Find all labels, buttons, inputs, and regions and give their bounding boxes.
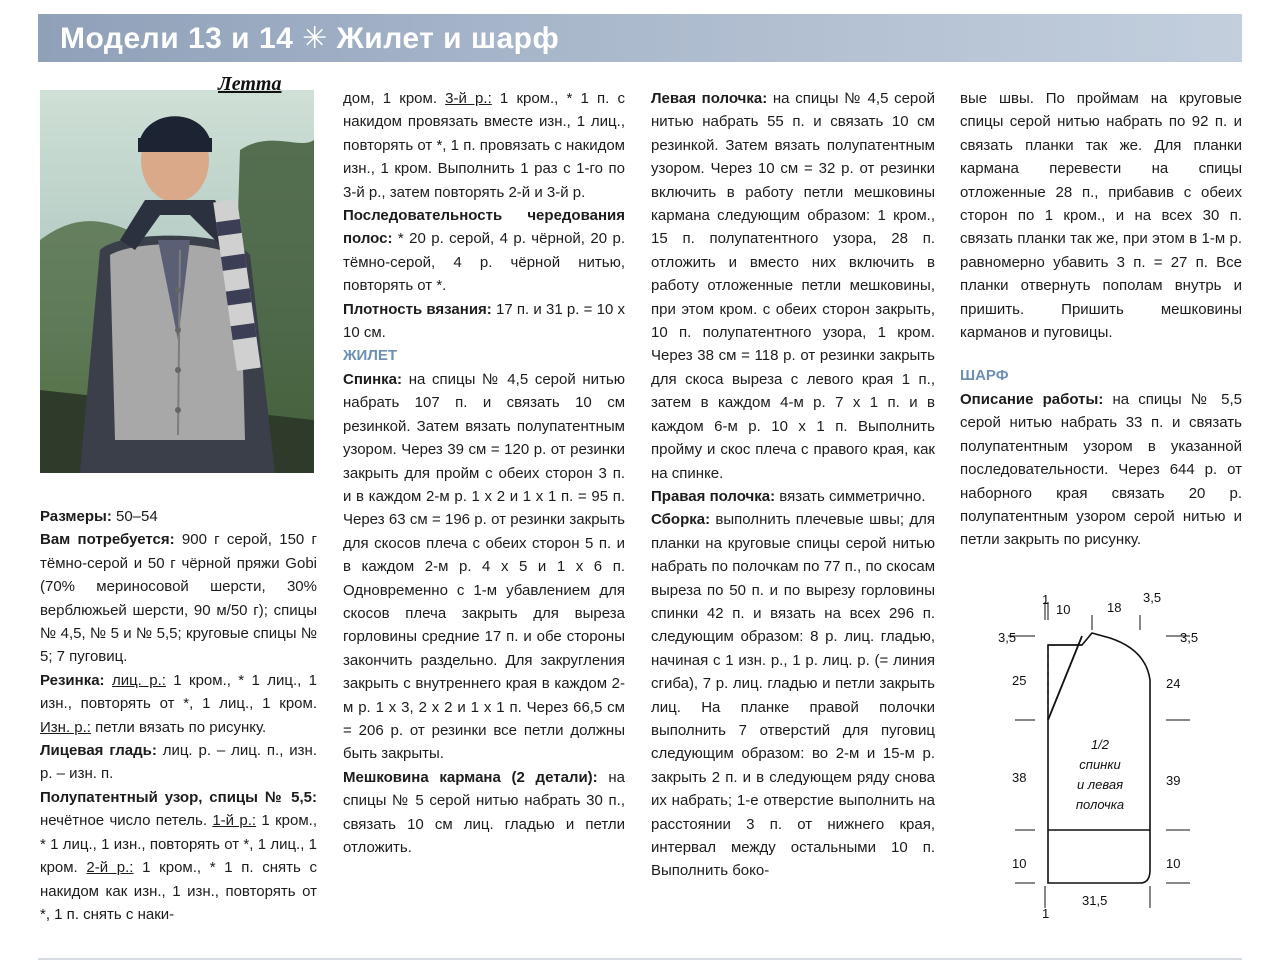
left-front-paragraph xyxy=(651,87,935,485)
dim-right-24: 24 xyxy=(1166,676,1181,691)
right-front-paragraph xyxy=(651,485,935,508)
stripes-value: * 20 р. серой, 4 р. чёрной, 20 р. тёмно-серой, 4 р. чёрной нитью, повторять от *. xyxy=(343,230,625,295)
half-fisherman-text: 1 кром., * 1 п. снять с накидом как изн., 1 изн., повторять от *, 1 п. снять с наки- xyxy=(40,859,317,923)
scarf-work-value: на спицы № 5,5 серой нитью набрать 33 п. и связать полупатентным узором в указанной последовательности. Через 644 р. от наборного края связать 20 р. полупатентным узором серой нитью и петли закрыть по рисунку. xyxy=(960,390,1242,549)
stripes-paragraph xyxy=(343,204,625,298)
scarf-paragraph xyxy=(960,388,1242,552)
right-front-label: Правая полочка: xyxy=(651,487,776,505)
sizes-paragraph xyxy=(40,505,317,528)
back-value: на спицы № 4,5 серой нитью набрать 107 п. и связать 10 см резинкой. Затем вязать полупатентным узором. Через 39 см = 120 р. от резинки закрыть для пройм с обеих сторон 3 п. и в каждом 2-м р. 1 х 2 и 1 х 1 п. = 95 п. Через 63 см = 196 р. от резинки закрыть для скосов плеча с обеих сторон 5 п. и в каждом 2-м р. 4 х 5 и 1 х 6 п. Одновременно с 1-м убавлением для скосов плеча закрыть для выреза горловины средние 17 п. и обе стороны закончить раздельно. Для закругления закрыть с внутреннего края в каждом 2-м р. 1 х 3, 2 х 2 и 1 х 1 п. Через 66,5 см = 206 р. от резинки все петли должны быть закрыты. xyxy=(343,370,625,763)
rib-label: Резинка: xyxy=(40,671,105,689)
half-fisherman-text: нечётное число петель. xyxy=(40,812,213,830)
row-label: 3-й р.: xyxy=(445,90,492,107)
rib-text: 1 кром., * 1 лиц., 1 изн., повторять от *, 1 лиц., 1 кром. xyxy=(40,671,317,713)
materials-paragraph xyxy=(40,528,317,668)
schematic-label-line1: 1/2 xyxy=(1090,737,1110,752)
pocket-label: Мешковина кармана (2 детали): xyxy=(343,768,598,786)
column-materials xyxy=(40,505,317,926)
pattern-text: дом, 1 кром. xyxy=(343,90,446,107)
assembly-paragraph xyxy=(651,508,935,883)
pattern-continuation xyxy=(343,87,625,204)
dim-top-1: 1 xyxy=(1042,592,1050,607)
dim-bottom-31-5: 31,5 xyxy=(1082,893,1108,908)
stripes-label: Последовательность чередования полос: xyxy=(343,207,625,248)
assembly-continuation: вые швы. По проймам на круговые спицы серой нитью набрать по 92 п. и связать планки так же. Для планки кармана перевести на спицы отложенные 28 п., прибавив с обеих сторон по 1 кром., и на всех 30 п. связать планки так же, при этом в 1-м р. равномерно убавить 3 п. = 27 п. Все планки отвернуть пополам внутрь и пришить. Пришить мешковины карманов и пуговицы. xyxy=(960,90,1242,342)
schematic-neck-slope xyxy=(1048,636,1082,720)
dim-top-18: 18 xyxy=(1107,600,1122,615)
model-photo xyxy=(40,90,314,473)
bottom-divider xyxy=(38,958,1242,960)
stockinette-label: Лицевая гладь: xyxy=(40,742,157,760)
pocket-paragraph xyxy=(343,766,625,860)
schematic-label-line4: полочка xyxy=(1075,797,1125,812)
gauge-label: Плотность вязания: xyxy=(343,300,492,318)
row-label: 2-й р.: xyxy=(86,859,134,877)
sizes-label: Размеры: xyxy=(40,508,112,525)
scarf-work-label: Описание работы: xyxy=(960,390,1104,408)
scarf-heading: ШАРФ xyxy=(960,367,1009,385)
right-front-value: вязать симметрично. xyxy=(775,487,926,505)
stockinette-paragraph xyxy=(40,739,317,786)
rib-text: петли вязать по рисунку. xyxy=(90,718,267,736)
sizes-value: 50–54 xyxy=(111,508,158,525)
back-paragraph xyxy=(343,368,625,766)
rib-row-label: лиц. р.: xyxy=(111,671,166,689)
left-front-label: Левая полочка: xyxy=(651,90,768,107)
man-in-vest-illustration xyxy=(40,90,314,473)
schematic-label-line3: и левая xyxy=(1076,777,1124,792)
column-back xyxy=(343,87,625,859)
page-title: Модели 13 и 14 ✳ Жилет и шарф xyxy=(60,21,560,55)
dim-left-10: 10 xyxy=(1012,856,1027,871)
gauge-value: 17 п. и 31 р. = 10 х 10 см. xyxy=(343,300,625,342)
pocket-value: на спицы № 5 серой нитью набрать 30 п., связать 10 см лиц. гладью и петли отложить. xyxy=(343,768,625,856)
column-fronts xyxy=(651,87,935,883)
dim-right-10: 10 xyxy=(1166,856,1181,871)
materials-value: 900 г серой, 150 г тёмно-серой и 50 г чёрной пряжи Gobi (70% мериносовой шерсти, 30% верблюжьей шерсти, 90 м/50 г); спицы № 4,5, № 5 и № 5,5; круговые спицы № 5; 7 пуговиц. xyxy=(40,531,317,666)
half-fisherman-paragraph xyxy=(40,786,317,926)
dim-left-25: 25 xyxy=(1012,673,1027,688)
gauge-paragraph xyxy=(343,298,625,345)
dim-top-3-5: 3,5 xyxy=(1143,590,1162,605)
half-fisherman-label: Полупатентный узор, спицы № 5,5: xyxy=(40,788,317,806)
rib-paragraph xyxy=(40,669,317,739)
column-scarf xyxy=(960,87,1242,552)
left-front-value: на спицы № 4,5 серой нитью набрать 55 п. и связать 10 см резинкой. Затем вязать полупатентным узором. Через 10 см = 32 р. от резинки включить в работу петли мешковины кармана следующим образом: 1 кром., 15 п. полупатентного узора, 28 п. отложить и вместо них включить в работу отложенные петли мешковины, при этом кром. с обеих сторон закрыть, 10 п. полупатентного узора, 1 кром. Через 38 см = 118 р. от резинки закрыть для скоса выреза с левого края 1 п., затем в каждом 4-м р. 7 х 1 п. и в каждом 6-м р. 10 х 1 п. Выполнить пройму и скос плеча с правого края, как на спинке. xyxy=(651,90,935,482)
row-label: 1-й р.: xyxy=(212,812,257,830)
materials-label: Вам потребуется: xyxy=(40,531,175,549)
schematic-label-line2: спинки xyxy=(1079,757,1121,772)
pattern-schematic xyxy=(990,590,1220,920)
back-label: Спинка: xyxy=(343,370,403,388)
dim-top-10: 10 xyxy=(1056,602,1071,617)
dim-right-39: 39 xyxy=(1166,773,1181,788)
dim-left-3-5: 3,5 xyxy=(998,630,1017,645)
assembly-value: выполнить плечевые швы; для планки на круговые спицы серой нитью набрать по полочкам по 77 п., по скосам выреза по 50 п. и по вырезу горловины спинки 42 п. и вязать на всех 296 п. следующим образом: 8 р. лиц. гладью, начиная с 1 изн. р., 1 р. лиц. р. (= линия сгиба), 7 р. лиц. гладью и петли закрыть лиц. На планке правой полочки выполнить 7 отверстий для пуговиц следующим образом: во 2-м и 15-м р. закрыть 2 п. и в следующем ряду снова их набрать; 1-е отверстие выполнить на расстоянии 3 п. от нижнего края, интервал между остальными 10 п. Выполнить боко- xyxy=(651,511,935,880)
stockinette-value: лиц. р. – лиц. п., изн. р. – изн. п. xyxy=(40,742,317,783)
pattern-text: 1 кром., * 1 п. с накидом провязать вместе изн., 1 лиц., повторять от *, 1 п. провязать с накидом изн., 1 кром. Выполнить 1 раз с 1-го по 3-й р., затем повторять 2-й и 3-й р. xyxy=(343,90,625,201)
rib-text xyxy=(105,672,112,689)
half-fisherman-text: 1 кром., * 1 лиц., 1 изн., повторять от *, 1 лиц., 1 кром. xyxy=(40,812,317,877)
assembly-label: Сборка: xyxy=(651,511,711,529)
rib-row-label: Изн. р.: xyxy=(40,718,91,736)
dim-left-38: 38 xyxy=(1012,770,1027,785)
dim-right-3-5: 3,5 xyxy=(1180,630,1199,645)
watermark-signature: Летта xyxy=(218,73,282,95)
vest-heading: ЖИЛЕТ xyxy=(343,347,398,365)
dim-bottom-1: 1 xyxy=(1042,906,1050,920)
header-banner xyxy=(38,14,1242,62)
